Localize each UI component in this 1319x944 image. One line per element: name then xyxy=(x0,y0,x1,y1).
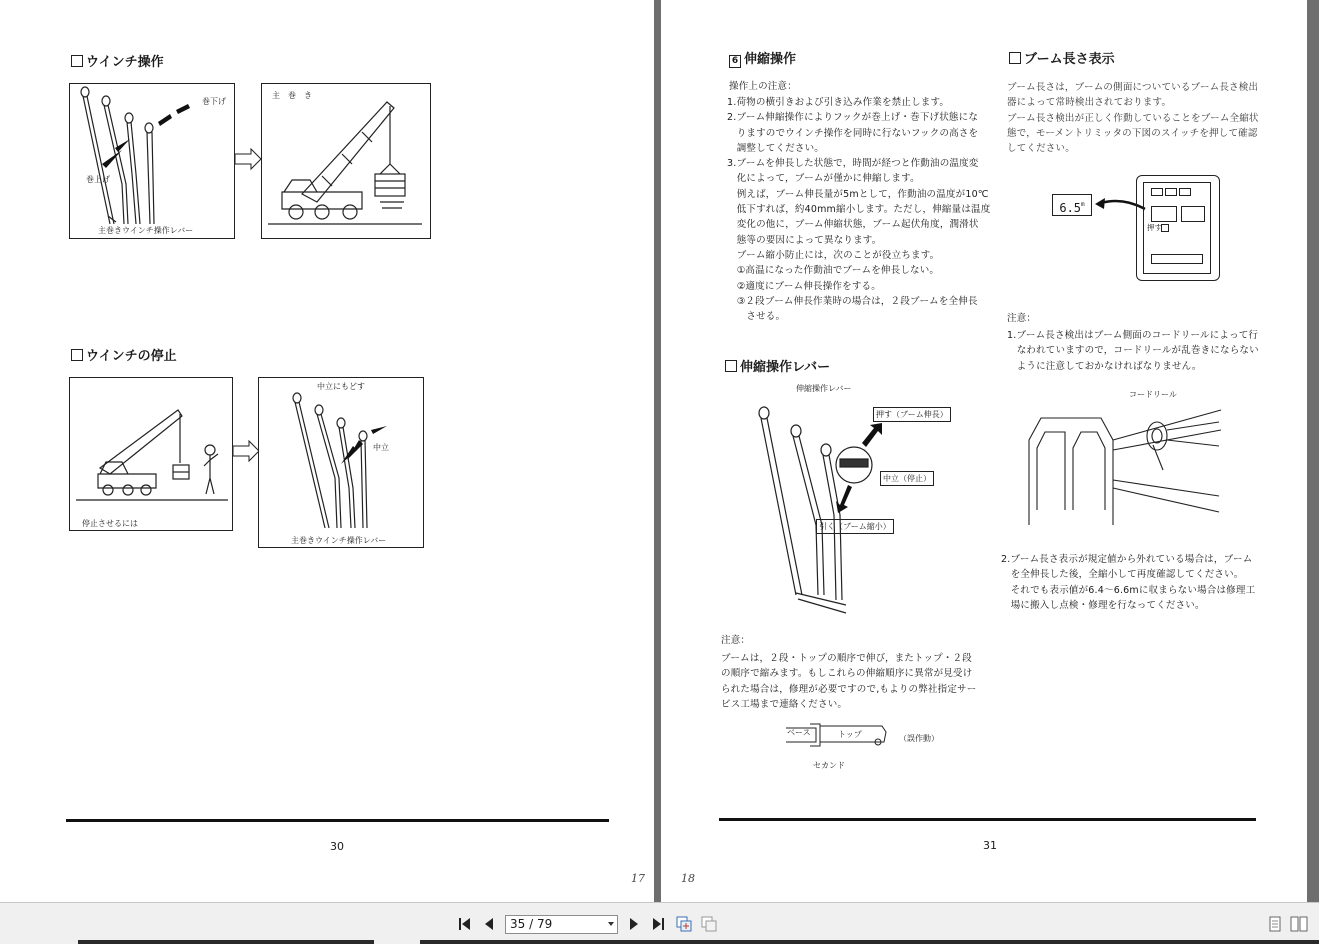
main-hoist-label: 主 巻 き xyxy=(272,91,312,100)
misoperation-label: （誤作動） xyxy=(899,734,939,743)
next-page-icon[interactable] xyxy=(625,915,643,933)
footer-rule xyxy=(719,818,1256,821)
boom-base-label: ベース xyxy=(787,728,811,737)
section-title: 伸縮操作 xyxy=(744,52,797,67)
operation-notes: 1.荷物の横引きおよび引き込み作業を禁止します。 2.ブーム伸縮操作によりフックが巻上げ・巻下げ状態にな りますのでウインチ操作を同時に行ないフックの高さを 調整してください。 3.ブームを伸長した状態で，時間が経つと作動油の温度変 化によって，ブームが僅かに伸縮します。 例えば，ブーム伸長量が5mとして，作動油の温度が10℃ 低下すれば，約40mm縮小します。ただし，伸縮量は温度 変化の他に，ブーム伸縮状態，ブーム起伏角度，潤滑状 態等の要因によって異なります。 ブーム縮小防止には，次のことが役立ちます。 ①高温になった作動油でブームを伸長しない。 ②適度にブーム伸長操作をする。 ③２段ブーム伸長作業時の場合は，２段ブームを全伸長 させる。 xyxy=(727,97,991,323)
handwritten-mark: 17 xyxy=(631,872,645,885)
crane-truck-illustration xyxy=(262,84,430,238)
neutral-stop-label: 中立（停止） xyxy=(880,471,934,486)
boom-length-description: ブーム長さは，ブームの側面についているブーム長さ検出 器によって常時検出されております。 ブーム長さ検出が正しく作動していることをブーム全縮状 態で，モーメントリミッタの下図のスイッチを押して確認 してください。 xyxy=(1007,82,1259,155)
arrow-right-icon xyxy=(231,441,261,461)
section-number-box: 6 xyxy=(729,55,741,68)
two-page-view-icon[interactable] xyxy=(1290,915,1308,933)
page-number-select[interactable] xyxy=(505,915,618,934)
pdf-page-30 xyxy=(0,0,654,902)
figure-caption: 主巻きウインチ操作レバー xyxy=(98,226,194,235)
checkbox-square-icon xyxy=(71,55,83,67)
right-margin xyxy=(1307,0,1319,902)
lower-label: 巻下げ xyxy=(202,97,226,106)
notes-heading: 操作上の注意： xyxy=(729,81,797,92)
telescope-operation-heading xyxy=(729,48,796,68)
first-page-icon[interactable] xyxy=(456,915,474,933)
winch-levers-illustration xyxy=(70,84,234,238)
crane-signal-illustration xyxy=(70,378,232,530)
figure-caption: 主巻きウインチ操作レバー xyxy=(291,536,387,545)
boom-length-heading xyxy=(1009,48,1115,67)
page-number: 31 xyxy=(983,839,997,852)
footer-rule xyxy=(66,819,609,822)
last-page-icon[interactable] xyxy=(649,915,667,933)
taskbar-strip xyxy=(420,940,1319,944)
taskbar-strip xyxy=(78,940,374,944)
checkbox-square-icon xyxy=(1009,52,1021,64)
pdf-viewer-toolbar xyxy=(0,902,1319,944)
checkbox-square-icon xyxy=(725,360,737,372)
note-2: 2.ブーム長さ表示が規定値から外れている場合は，ブーム を全伸長した後，全縮小して再度確認してください。 それでも表示値が6.4～6.6mに収まらない場合は修理工 場に搬入し点検・修理を行なってください。 xyxy=(1001,554,1256,611)
note-1: 1.ブーム長さ検出はブーム側面のコードリールによって行 なわれていますので，コードリールが乱巻きにならない ように注意しておかなければなりません。 xyxy=(1007,330,1259,372)
paste-icon[interactable] xyxy=(700,915,718,933)
neutral-lever-figure xyxy=(258,377,424,548)
lever-neutral-illustration xyxy=(259,378,423,547)
pdf-page-31 xyxy=(661,0,1307,902)
page-gutter xyxy=(654,0,661,902)
return-neutral-label: 中立にもどす xyxy=(317,382,365,391)
single-page-view-icon[interactable] xyxy=(1266,915,1284,933)
lever-label: 伸縮操作レバー xyxy=(796,384,852,393)
arrow-right-icon xyxy=(233,149,263,169)
telescope-lever-illustration xyxy=(756,395,976,625)
checkbox-square-icon xyxy=(71,349,83,361)
boom-second-label: セカンド xyxy=(813,761,845,770)
page-number: 30 xyxy=(330,840,344,853)
prev-page-icon[interactable] xyxy=(480,915,498,933)
length-display-readout xyxy=(1052,194,1092,216)
note-heading: 注意： xyxy=(1007,313,1037,324)
caution-heading: 注意： xyxy=(721,635,751,646)
copy-icon[interactable] xyxy=(675,915,693,933)
winch-lever-figure xyxy=(69,83,235,239)
display-value: 6.5 xyxy=(1059,201,1082,215)
caution-text: ブームは，２段・トップの順序で伸び，またトップ・２段 の順序で縮みます。もしこれらの伸縮順序に異常が見受け られた場合は，修理が必要ですので,もよりの弊社指定サー ビス工場まで連絡ください。 xyxy=(721,653,977,710)
section-title: ブーム長さ表示 xyxy=(1024,52,1115,67)
push-label-small: 押す xyxy=(1147,223,1162,232)
crane-hoist-figure xyxy=(261,83,431,239)
cord-reel-label: コードリール xyxy=(1129,390,1177,399)
boom-length-switch[interactable] xyxy=(1161,224,1169,232)
telescope-lever-heading xyxy=(725,356,830,375)
pull-retract-label: 引く（ブーム縮小） xyxy=(816,519,894,534)
handwritten-mark: 18 xyxy=(681,872,695,885)
section-title: ウインチの停止 xyxy=(86,349,177,364)
boom-top-label: トップ xyxy=(838,730,862,739)
page-indicator: 35 / 79 xyxy=(510,917,553,931)
winch-stop-heading xyxy=(71,345,177,364)
cord-reel-illustration xyxy=(1023,400,1223,530)
section-title: 伸縮操作レバー xyxy=(740,360,831,375)
neutral-label: 中立 xyxy=(373,443,389,452)
section-title: ウインチ操作 xyxy=(86,55,164,70)
stop-signal-figure xyxy=(69,377,233,531)
display-unit: m xyxy=(1081,201,1085,208)
raise-label: 巻上げ xyxy=(86,175,110,184)
winch-operation-heading xyxy=(71,51,164,70)
push-extend-label: 押す（ブーム伸長） xyxy=(873,407,951,422)
chevron-down-icon xyxy=(608,922,614,926)
figure-caption: 停止させるには xyxy=(82,519,138,528)
